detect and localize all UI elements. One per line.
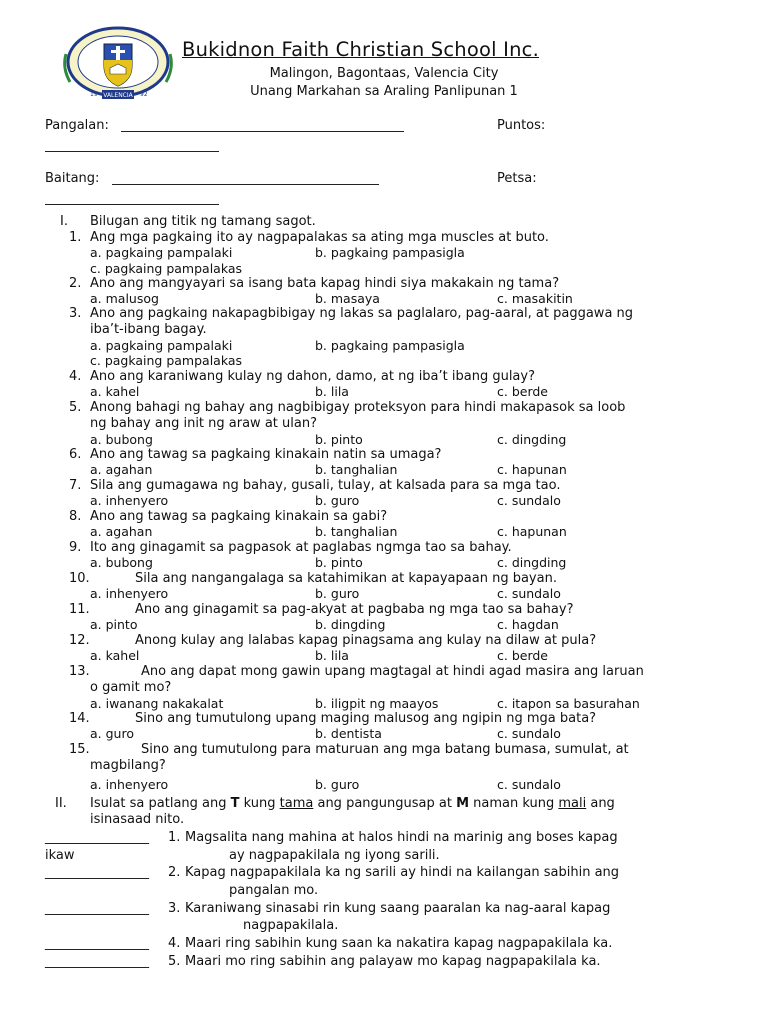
tm-statement: Maari mo ring sabihin ang palayaw mo kapag nagpapakilala ka. <box>185 954 601 969</box>
choice-b[interactable]: b. masaya <box>315 291 380 306</box>
answer-blank[interactable]: ________________ <box>45 901 149 916</box>
answer-blank[interactable]: ________________ <box>45 954 149 969</box>
tm-statement-cont: pangalan mo. <box>229 883 319 898</box>
choice-b[interactable]: b. guro <box>315 586 360 601</box>
question-text: Ano ang karaniwang kulay ng dahon, damo, at ng iba’t ibang gulay? <box>90 369 535 384</box>
date-field[interactable] <box>45 204 219 205</box>
question-text-cont: ng bahay ang init ng araw at ulan? <box>90 416 317 431</box>
tm-statement: Maari ring sabihin kung saan ka nakatira kapag nagpapakilala ka. <box>185 936 613 951</box>
school-name: Bukidnon Faith Christian School Inc. <box>182 38 539 61</box>
tm-number: 4. <box>168 936 181 951</box>
choice-b[interactable]: b. iligpit ng maayos <box>315 696 439 711</box>
question-number: 14. <box>69 711 90 726</box>
school-address: Malingon, Bagontaas, Valencia City <box>269 66 499 81</box>
question-text: Ano ang dapat mong gawin upang magtagal at hindi agad masira ang laruan <box>141 664 644 679</box>
question-number: 12. <box>69 633 90 648</box>
part1-instruction: Bilugan ang titik ng tamang sagot. <box>90 214 316 229</box>
question-text: Sino ang tumutulong para maturuan ang mga batang bumasa, sumulat, at <box>141 742 629 757</box>
choice-a[interactable]: a. iwanang nakakalat <box>90 696 224 711</box>
choice-a[interactable]: a. pagkaing pampalaki <box>90 338 233 353</box>
question-number: 4. <box>69 369 82 384</box>
choice-c[interactable]: c. sundalo <box>497 777 561 792</box>
question-text: Ang mga pagkaing ito ay nagpapalakas sa ating mga muscles at buto. <box>90 230 549 245</box>
answer-blank[interactable]: ________________ <box>45 830 149 845</box>
question-text: Anong kulay ang lalabas kapag pinagsama ang kulay na dilaw at pula? <box>135 633 597 648</box>
choice-a[interactable]: a. bubong <box>90 432 153 447</box>
choice-a[interactable]: a. inhenyero <box>90 777 169 792</box>
choice-b[interactable]: b. tanghalian <box>315 524 398 539</box>
choice-c[interactable]: c. masakitin <box>497 291 573 306</box>
answer-blank[interactable]: ________________ <box>45 936 149 951</box>
question-number: 15. <box>69 742 90 757</box>
question-text: Ano ang tawag sa pagkaing kinakain sa gabi? <box>90 509 388 524</box>
tm-statement-cont: ikaw <box>45 848 75 863</box>
tm-statement-cont: nagpapakilala. <box>243 918 339 933</box>
name-field[interactable] <box>121 131 404 132</box>
choice-c[interactable]: c. pagkaing pampalakas <box>90 353 243 368</box>
answer-blank[interactable]: ________________ <box>45 865 149 880</box>
question-text: Sila ang nangangalaga sa katahimikan at kapayapaan ng bayan. <box>135 571 557 586</box>
question-number: 8. <box>69 509 82 524</box>
question-text: Ano ang pagkaing nakapagbibigay ng lakas sa paglalaro, pag-aaral, at paggawa ng <box>90 306 634 321</box>
question-text-cont: magbilang? <box>90 758 166 773</box>
question-number: 7. <box>69 478 82 493</box>
question-text: Ito ang ginagamit sa pagpasok at paglabas ngmga tao sa bahay. <box>90 540 512 555</box>
tm-number: 2. <box>168 865 181 880</box>
choice-a[interactable]: a. guro <box>90 726 134 741</box>
tm-statement: Karaniwang sinasabi rin kung saang paaralan ka nag-aaral kapag <box>185 901 611 916</box>
score-field[interactable] <box>45 151 219 152</box>
choice-a[interactable]: a. agahan <box>90 462 153 477</box>
choice-b[interactable]: b. dingding <box>315 617 386 632</box>
question-text: Sino ang tumutulong upang maging malusog ang ngipin ng mga bata? <box>135 711 597 726</box>
svg-text:19: 19 <box>90 91 98 98</box>
grade-label: Baitang: <box>45 171 100 186</box>
exam-subtitle: Unang Markahan sa Araling Panlipunan 1 <box>250 84 518 99</box>
choice-b[interactable]: b. lila <box>315 648 349 663</box>
choice-c[interactable]: c. berde <box>497 648 548 663</box>
choice-b[interactable]: b. lila <box>315 384 349 399</box>
choice-c[interactable]: c. sundalo <box>497 493 561 508</box>
choice-b[interactable]: b. tanghalian <box>315 462 398 477</box>
choice-c[interactable]: c. dingding <box>497 432 567 447</box>
question-text: Ano ang ginagamit sa pag-akyat at pagbaba ng mga tao sa bahay? <box>135 602 574 617</box>
choice-a[interactable]: a. inhenyero <box>90 586 169 601</box>
part2-numeral: II. <box>55 796 67 811</box>
choice-b[interactable]: b. pinto <box>315 555 363 570</box>
tm-number: 5. <box>168 954 181 969</box>
question-text: Ano ang tawag sa pagkaing kinakain natin sa umaga? <box>90 447 442 462</box>
tm-number: 1. <box>168 830 181 845</box>
choice-b[interactable]: b. dentista <box>315 726 382 741</box>
tm-statement-cont: ay nagpapakilala ng iyong sarili. <box>229 848 440 863</box>
choice-c[interactable]: c. hapunan <box>497 462 567 477</box>
choice-a[interactable]: a. pinto <box>90 617 138 632</box>
question-number: 1. <box>69 230 82 245</box>
date-label: Petsa: <box>497 171 537 186</box>
question-number: 13. <box>69 664 90 679</box>
svg-text:92: 92 <box>140 91 148 98</box>
tm-statement: Magsalita nang mahina at halos hindi na marinig ang boses kapag <box>185 830 618 845</box>
name-label: Pangalan: <box>45 118 109 133</box>
choice-b[interactable]: b. pagkaing pampasigla <box>315 338 465 353</box>
choice-c[interactable]: c. dingding <box>497 555 567 570</box>
question-number: 3. <box>69 306 82 321</box>
part2-instruction-cont: isinasaad nito. <box>90 812 185 827</box>
choice-c[interactable]: c. hagdan <box>497 617 559 632</box>
tm-number: 3. <box>168 901 181 916</box>
choice-a[interactable]: a. agahan <box>90 524 153 539</box>
question-number: 9. <box>69 540 82 555</box>
question-number: 6. <box>69 447 82 462</box>
question-text-cont: iba’t-ibang bagay. <box>90 322 207 337</box>
choice-c[interactable]: c. sundalo <box>497 726 561 741</box>
question-text: Ano ang mangyayari sa isang bata kapag hindi siya makakain ng tama? <box>90 276 560 291</box>
tm-statement: Kapag nagpapakilala ka ng sarili ay hindi na kailangan sabihin ang <box>185 865 620 880</box>
choice-c[interactable]: c. berde <box>497 384 548 399</box>
choice-a[interactable]: a. pagkaing pampalaki <box>90 245 233 260</box>
question-number: 10. <box>69 571 90 586</box>
choice-c[interactable]: c. hapunan <box>497 524 567 539</box>
part2-instruction: Isulat sa patlang ang T kung tama ang pangungusap at M naman kung mali ang <box>90 796 615 811</box>
choice-a[interactable]: a. inhenyero <box>90 493 169 508</box>
choice-a[interactable]: a. kahel <box>90 384 140 399</box>
choice-a[interactable]: a. kahel <box>90 648 140 663</box>
choice-c[interactable]: c. itapon sa basurahan <box>497 696 640 711</box>
question-text-cont: o gamit mo? <box>90 680 172 695</box>
choice-b[interactable]: b. guro <box>315 493 360 508</box>
grade-field[interactable] <box>112 184 379 185</box>
question-number: 11. <box>69 602 90 617</box>
question-number: 2. <box>69 276 82 291</box>
score-label: Puntos: <box>497 118 546 133</box>
choice-c[interactable]: c. sundalo <box>497 586 561 601</box>
choice-b[interactable]: b. pagkaing pampasigla <box>315 245 465 260</box>
choice-c[interactable]: c. pagkaing pampalakas <box>90 261 243 276</box>
choice-a[interactable]: a. malusog <box>90 291 159 306</box>
question-number: 5. <box>69 400 82 415</box>
question-text: Anong bahagi ng bahay ang nagbibigay proteksyon para hindi makapasok sa loob <box>90 400 626 415</box>
svg-text:VALENCIA: VALENCIA <box>103 92 133 99</box>
question-text: Sila ang gumagawa ng bahay, gusali, tulay, at kalsada para sa mga tao. <box>90 478 561 493</box>
part1-numeral: I. <box>60 214 68 229</box>
choice-b[interactable]: b. guro <box>315 777 360 792</box>
choice-a[interactable]: a. bubong <box>90 555 153 570</box>
choice-b[interactable]: b. pinto <box>315 432 363 447</box>
